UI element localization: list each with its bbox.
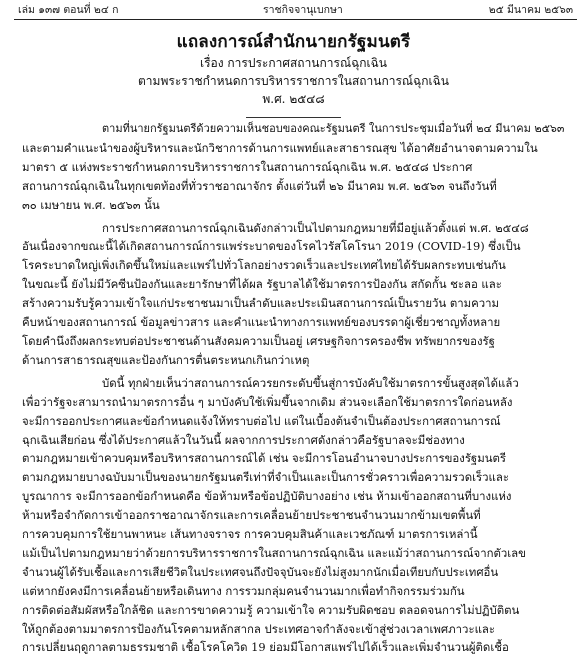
paragraph-line: เพื่อว่ารัฐจะสามารถนำมาตรการอื่น ๆ มาบังคับใช้เพิ่มขึ้นจากเดิม ส่วนจะเลือกใช้มาตรการใดก่อนหลัง xyxy=(22,394,513,409)
paragraph-line: การประกาศสถานการณ์ฉุกเฉินดังกล่าวเป็นไปตามกฎหมายที่มีอยู่แล้วตั้งแต่ พ.ศ. ๒๕๔๘ xyxy=(102,220,529,235)
body-paragraph xyxy=(22,219,573,370)
paragraph-line: สร้างความรับรู้ความเข้าใจแก่ประชาชนมาเป็นลำดับและประเมินสถานการณ์เป็นรายวัน ตามความ xyxy=(22,296,500,311)
paragraph-line: แต่หากยังคงมีการเคลื่อนย้ายหรือเดินทาง การรวมกลุ่มคนจำนวนมากเพื่อทำกิจกรรมร่วมกัน xyxy=(22,583,465,598)
document-subject: เรื่อง การประกาศสถานการณ์ฉุกเฉิน xyxy=(199,56,388,70)
paragraph-line: ตามกฎหมายบางฉบับมาเป็นของนายกรัฐมนตรีเท่าที่จำเป็นและเป็นการชั่วคราวเพื่อความรวดเร็วและ xyxy=(22,470,509,485)
paragraph-line: จำนวนผู้ได้รับเชื้อและการเสียชีวิตในประเทศจนถึงปัจจุบันจะยังไม่สูงมากนักเมื่อเทียบกับประเทศอื่น xyxy=(22,564,499,579)
paragraph-line: ตามที่นายกรัฐมนตรีด้วยความเห็นชอบของคณะรัฐมนตรี ในการประชุมเมื่อวันที่ ๒๔ มีนาคม ๒๕๖๓ xyxy=(102,122,565,135)
paragraph-line: จะมีการออกประกาศและข้อกำหนดแจ้งให้ทราบต่อไป แต่ในเบื้องต้นจำเป็นต้องประกาศสถานการณ์ xyxy=(22,413,501,428)
paragraph-line: ตามกฎหมายเข้าควบคุมหรือบริหารสถานการณ์ได้ เช่น จะมีการโอนอำนาจบางประการของรัฐมนตรี xyxy=(22,451,507,466)
paragraph-line: โรคระบาดใหญ่เพิ่งเกิดขึ้นใหม่และแพร่ไปทั่วโลกอย่างรวดเร็วและประเทศไทยได้รับผลกระทบเช่นกัน xyxy=(22,258,506,273)
gazette-date: ๒๕ มีนาคม ๒๕๖๓ xyxy=(488,4,573,16)
paragraph-line: ด้านการสาธารณสุขและป้องกันการตื่นตระหนกเกินกว่าเหตุ xyxy=(22,352,310,367)
heading-divider xyxy=(246,117,341,118)
paragraph-line: และตามคำแนะนำของผู้บริหารและนักวิชาการด้านการแพทย์และสาธารณสุข ได้อาศัยอำนาจตามความใน xyxy=(22,140,538,155)
document-heading xyxy=(0,30,587,108)
body-paragraph xyxy=(22,120,573,215)
document-title: แถลงการณ์สำนักนายกรัฐมนตรี xyxy=(176,32,411,52)
document-year: พ.ศ. ๒๕๔๘ xyxy=(262,92,325,106)
header-rule xyxy=(14,19,577,20)
paragraph-line: ฉุกเฉินเสียก่อน ซึ่งได้ประกาศแล้วในวันนี้ ผลจากการประกาศดังกล่าวคือรัฐบาลจะมีช่องทาง xyxy=(22,432,465,447)
paragraph-line: ห้ามหรือจำกัดการเข้าออกราชอาณาจักรและการเคลื่อนย้ายประชาชนจำนวนมากข้ามเขตพื้นที่ xyxy=(22,508,481,523)
paragraph-line: การติดต่อสัมผัสหรือใกล้ชิด และการขาดความรู้ ความเข้าใจ ความรับผิดชอบ ตลอดจนการไม่ปฏิบัติตน xyxy=(22,602,520,617)
paragraph-line: บัดนี้ ทุกฝ่ายเห็นว่าสถานการณ์ควรยกระดับขึ้นสู่การบังคับใช้มาตรการขั้นสูงสุดได้แล้ว xyxy=(102,375,519,390)
paragraph-line: แม้เป็นไปตามกฎหมายว่าด้วยการบริหารราชการในสถานการณ์ฉุกเฉิน และแม้ว่าสถานการณ์จากตัวเลข xyxy=(22,545,526,560)
gazette-name: ราชกิจจานุเบกษา xyxy=(263,4,343,16)
paragraph-line: ๓๐ เมษายน พ.ศ. ๒๕๖๓ นั้น xyxy=(22,197,160,212)
paragraph-line: ในขณะนี้ ยังไม่มีวัคซีนป้องกันและยารักษาที่ได้ผล รัฐบาลได้ใช้มาตรการป้องกัน สกัดกั้น ชะลอ และ xyxy=(22,277,502,292)
gazette-header xyxy=(18,2,573,18)
body-paragraph xyxy=(22,374,573,657)
volume-issue: เล่ม ๑๓๗ ตอนที่ ๒๔ ก xyxy=(18,4,119,16)
paragraph-line: บูรณาการ จะมีการออกข้อกำหนดคือ ข้อห้ามหรือข้อปฏิบัติบางอย่าง เช่น ห้ามเข้าออกสถานที่บางแห่ง xyxy=(22,489,512,504)
document-body xyxy=(22,120,573,657)
paragraph-line: โดยคำนึงถึงผลกระทบต่อประชาชนด้านสังคมความเป็นอยู่ เศรษฐกิจการครองชีพ ทรัพยากรของรัฐ xyxy=(22,333,495,348)
paragraph-line: อันเนื่องจากขณะนี้ได้เกิดสถานการณ์การแพร่ระบาดของโรคไวรัสโคโรนา 2019 (COVID-19) ซึ่งเป็น xyxy=(22,239,521,254)
paragraph-line: ให้ถูกต้องตามมาตรการป้องกันโรคตามหลักสากล ประเทศอาจกำลังจะเข้าสู่ช่วงเวลาเพศภาวะและ xyxy=(22,621,496,636)
paragraph-line: มาตรา ๕ แห่งพระราชกำหนดการบริหารราชการในสถานการณ์ฉุกเฉิน พ.ศ. ๒๕๔๘ ประกาศ xyxy=(22,159,473,174)
paragraph-line: คืบหน้าของสถานการณ์ ข้อมูลข่าวสาร และคำแนะนำทางการแพทย์ของบรรดาผู้เชี่ยวชาญทั้งหลาย xyxy=(22,315,501,330)
document-law: ตามพระราชกำหนดการบริหารราชการในสถานการณ์ฉุกเฉิน xyxy=(138,74,449,88)
paragraph-line: การควบคุมการใช้ยานพาหนะ เส้นทางจราจร การควบคุมสินค้าและเวชภัณฑ์ มาตรการเหล่านี้ xyxy=(22,527,478,542)
paragraph-line: การเปลี่ยนฤดูกาลตามธรรมชาติ เชื้อโรคโควิด 19 ย่อมมีโอกาสแพร่ไปได้เร็วและเพิ่มจำนวนผู้ติดเชื้อ xyxy=(22,640,509,655)
paragraph-line: สถานการณ์ฉุกเฉินในทุกเขตท้องที่ทั่วราชอาณาจักร ตั้งแต่วันที่ ๒๖ มีนาคม พ.ศ. ๒๕๖๓ จนถึงวันที่ xyxy=(22,178,497,193)
